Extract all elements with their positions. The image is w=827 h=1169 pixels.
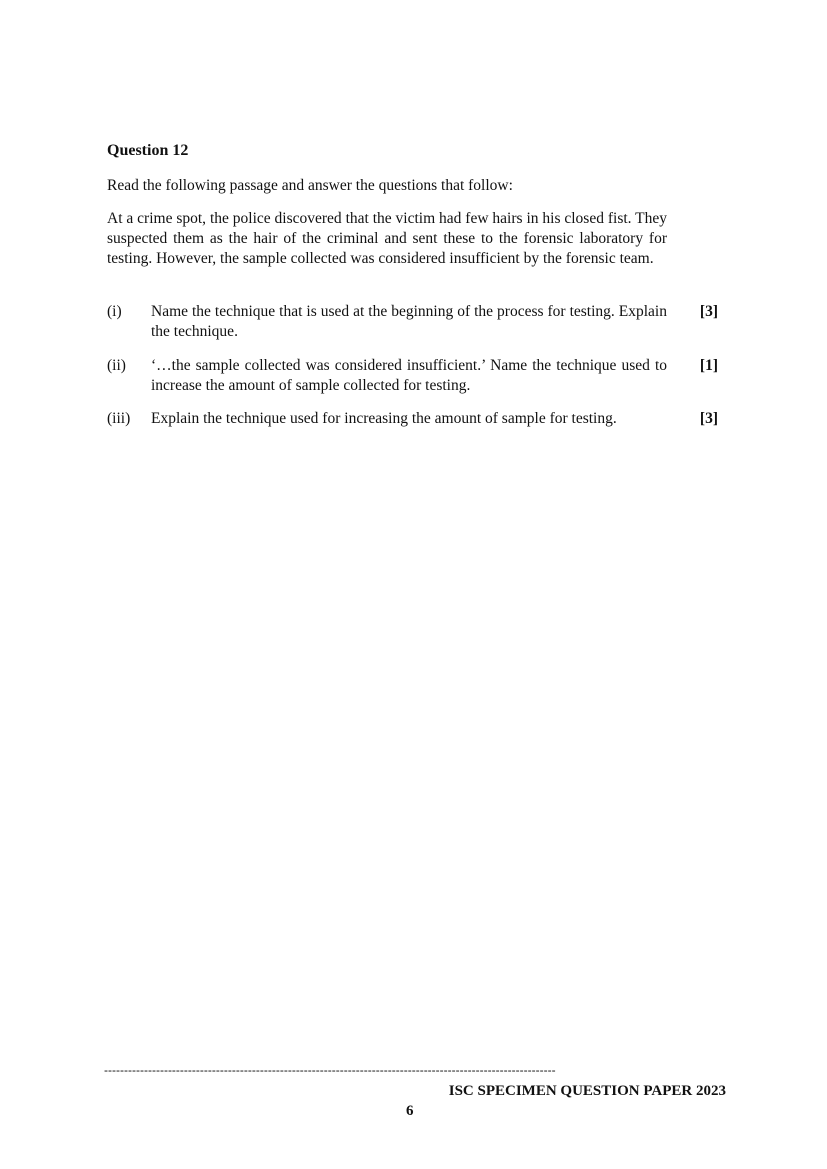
question-passage: At a crime spot, the police discovered that the victim had few hairs in his closed fist. They suspected them as the hair of the criminal and sent these to the forensic laboratory for testing. However, the sample collected was considered insufficient by the forensic team.: [107, 210, 667, 267]
sub-question-number: (ii): [107, 357, 126, 374]
sub-question-number: (i): [107, 303, 122, 320]
sub-question-3: [107, 409, 722, 429]
sub-question-number: (iii): [107, 410, 131, 427]
sub-question-text: Name the technique that is used at the beginning of the process for testing. Explain the technique.: [151, 303, 667, 340]
sub-question-text: ‘…the sample collected was considered insufficient.’ Name the technique used to increase the amount of sample collected for testing.: [151, 357, 667, 394]
sub-question-text: Explain the technique used for increasing the amount of sample for testing.: [151, 410, 617, 427]
question-instruction: Read the following passage and answer the questions that follow:: [107, 177, 513, 194]
question-heading: Question 12: [107, 142, 189, 159]
sub-question-marks: [1]: [699, 357, 718, 374]
sub-question-marks: [3]: [699, 303, 718, 320]
page-number: 6: [406, 1103, 414, 1119]
sub-question-2: [107, 356, 722, 396]
footer-divider: -----------------------------------------------------------------------------------------------------------------: [104, 1063, 556, 1077]
footer-title: ISC SPECIMEN QUESTION PAPER 2023: [448, 1083, 726, 1099]
sub-question-marks: [3]: [699, 410, 718, 427]
sub-question-1: [107, 302, 722, 342]
